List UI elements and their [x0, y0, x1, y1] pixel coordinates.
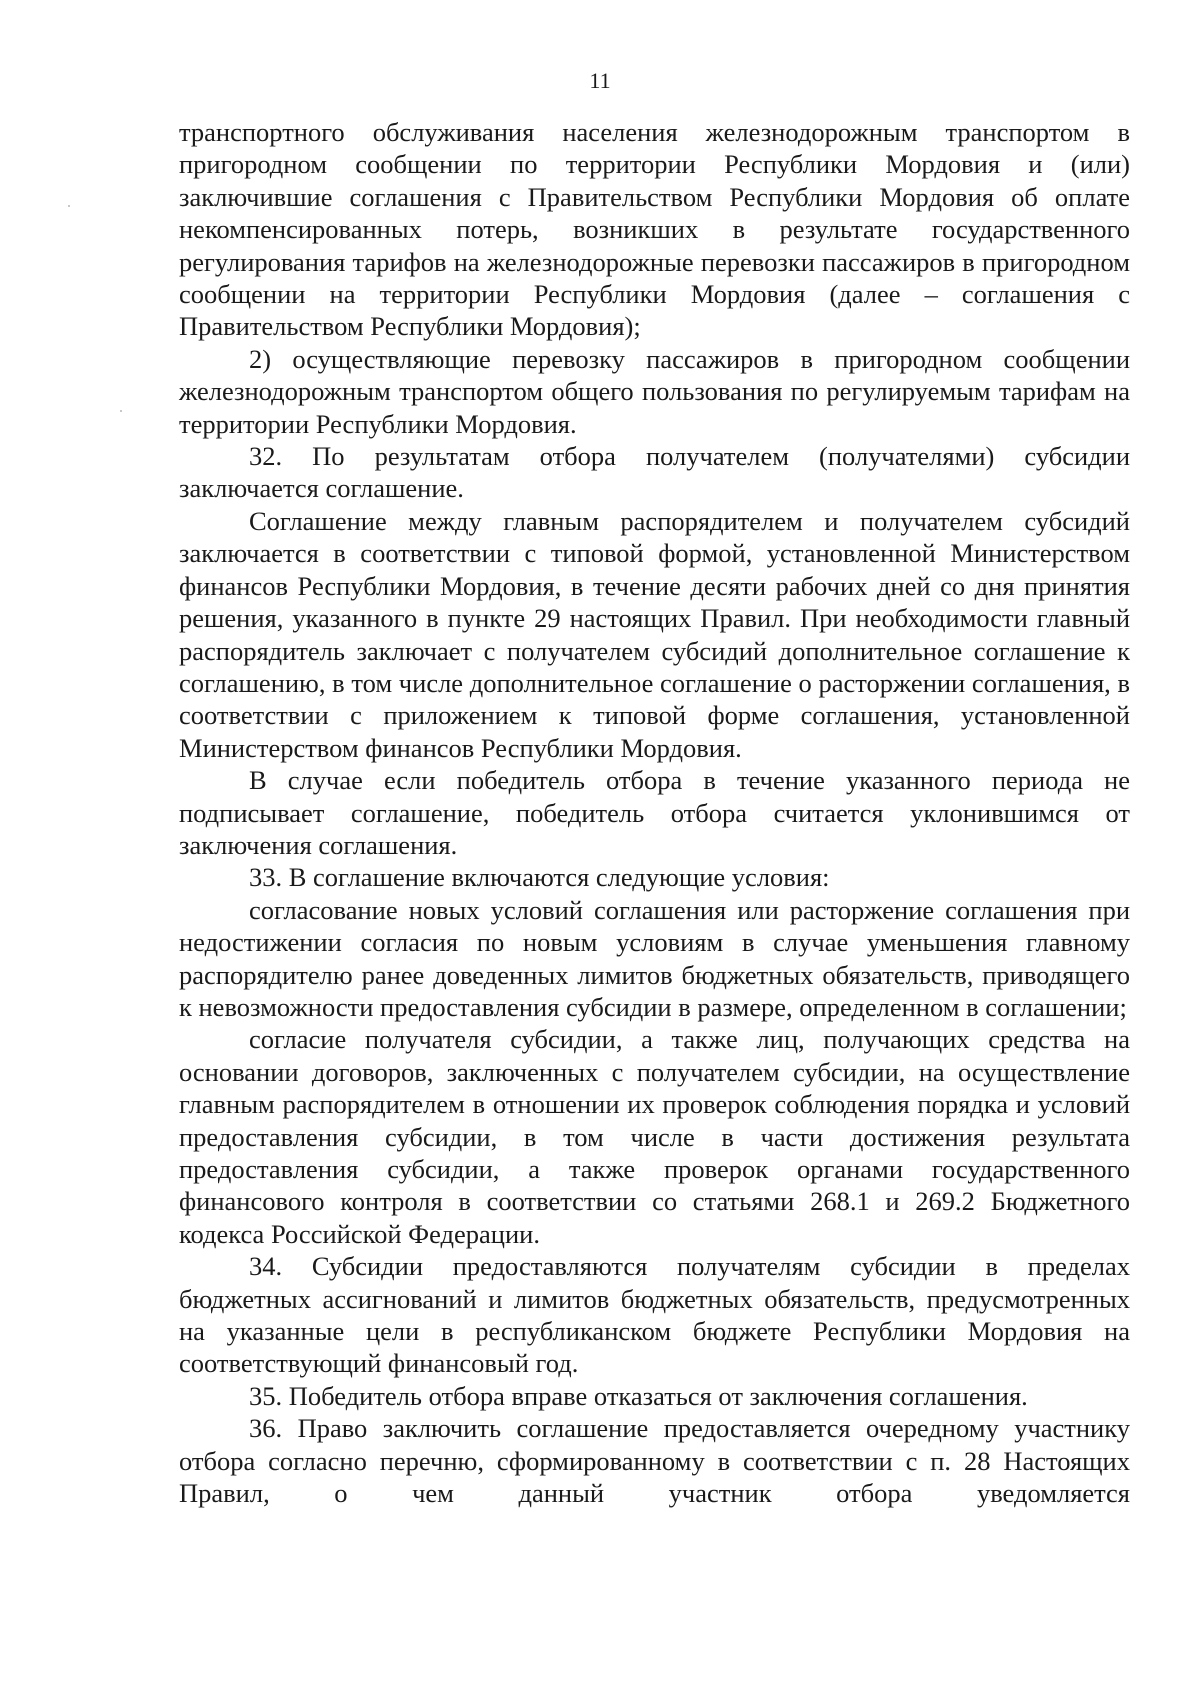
paragraph-condition-consent: согласие получателя субсидии, а также лиц, получающих средства на основании договоров, заключенных с получателем субсидии, на осуществление главным распорядителем в отношении их проверок соблюдения порядка и условий предоставления субсидии, в том числе в части достижения результата предоставления субсидии, а также проверок органами государственного финансового контроля в соответствии со статьями 268.1 и 269.2 Бюджетного кодекса Российской Федерации.	[179, 1024, 1130, 1249]
paragraph-winner-evasion: В случае если победитель отбора в течение указанного периода не подписывает соглашение, победитель отбора считается уклонившимся от заключения соглашения.	[179, 765, 1130, 860]
document-body	[179, 116, 1130, 1509]
paragraph-clause-35: 35. Победитель отбора вправе отказаться от заключения соглашения.	[249, 1380, 1028, 1411]
paragraph-clause-32: 32. По результатам отбора получателем (получателями) субсидии заключается соглашение.	[179, 441, 1130, 504]
paragraph-clause-33: 33. В соглашение включаются следующие условия:	[249, 862, 830, 893]
paragraph-continuation: транспортного обслуживания населения железнодорожным транспортом в пригородном сообщении по территории Республики Мордовия и (или) заключившие соглашения с Правительством Республики Мордовия об оплате некомпенсированных потерь, возникших в результате государственного регулирования тарифов на железнодорожные перевозки пассажиров в пригородном сообщении на территории Республики Мордовия (далее – соглашения с Правительством Республики Мордовия);	[179, 117, 1130, 342]
paragraph-clause-36: 36. Право заключить соглашение предоставляется очередному участнику отбора согласно перечню, сформированному в соответствии с п. 28 Настоящих Правил, о чем данный участник отбора уведомляется	[179, 1413, 1130, 1509]
paragraph-condition-renegotiation: согласование новых условий соглашения или расторжение соглашения при недостижении согласия по новым условиям в случае уменьшения главному распорядителю ранее доведенных лимитов бюджетных обязательств, приводящего к невозможности предоставления субсидии в размере, определенном в соглашении;	[179, 894, 1130, 1022]
scan-speck	[68, 205, 70, 207]
paragraph-item-2: 2) осуществляющие перевозку пассажиров в пригородном сообщении железнодорожным транспортом общего пользования по регулируемым тарифам на территории Республики Мордовия.	[179, 343, 1130, 439]
paragraph-agreement-terms: Соглашение между главным распорядителем и получателем субсидий заключается в соответствии с типовой формой, установленной Министерством финансов Республики Мордовия, в течение десяти рабочих дней со дня принятия решения, указанного в пункте 29 настоящих Правил. При необходимости главный распорядитель заключает с получателем субсидий дополнительное соглашение к соглашению, в том числе дополнительное соглашение о расторжении соглашения, в соответствии с приложением к типовой форме соглашения, установленной Министерством финансов Республики Мордовия.	[179, 505, 1130, 763]
scan-speck	[120, 410, 122, 412]
page-number: 11	[589, 68, 611, 93]
paragraph-clause-34: 34. Субсидии предоставляются получателям субсидии в пределах бюджетных ассигнований и лимитов бюджетных обязательств, предусмотренных на указанные цели в республиканском бюджете Республики Мордовия на соответствующий финансовый год.	[179, 1251, 1130, 1379]
